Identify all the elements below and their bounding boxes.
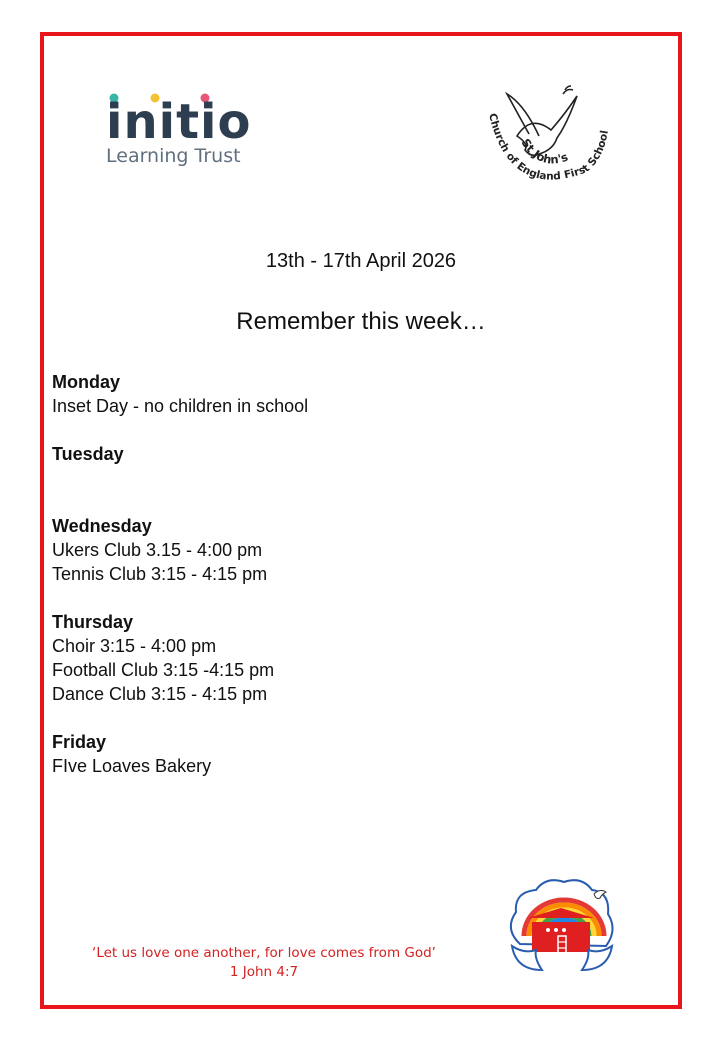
dove-icon (507, 86, 577, 155)
day-item: Ukers Club 3.15 - 4:00 pm (52, 540, 263, 560)
initio-wordmark: initio (106, 94, 252, 150)
ark-icon (528, 908, 594, 958)
page-heading: Remember this week… (236, 308, 486, 335)
day-name: Wednesday (52, 516, 152, 536)
day-wednesday (52, 514, 652, 586)
day-friday (52, 730, 652, 778)
day-item: Inset Day - no children in school (52, 396, 309, 416)
weekly-schedule (52, 370, 652, 802)
day-name: Friday (52, 732, 107, 752)
school-crest-logo (469, 84, 619, 204)
page-frame (40, 32, 682, 1009)
day-name: Tuesday (52, 444, 124, 464)
day-item: Tennis Club 3:15 - 4:15 pm (52, 564, 268, 584)
day-name: Thursday (52, 612, 134, 632)
day-thursday (52, 610, 652, 706)
day-item: Dance Club 3:15 - 4:15 pm (52, 684, 268, 704)
quote-reference: 1 John 4:7 (229, 964, 299, 980)
school-name-arc: St John's (518, 136, 570, 167)
day-item: FIve Loaves Bakery (52, 756, 212, 776)
bible-quote (44, 944, 484, 982)
day-name: Monday (52, 372, 121, 392)
date-range: 13th - 17th April 2026 (265, 250, 457, 272)
ark-rainbow-logo (502, 874, 622, 984)
school-full-name-arc: Church of England First School (486, 112, 611, 183)
initio-subtitle: Learning Trust (106, 145, 241, 167)
day-item: Football Club 3:15 -4:15 pm (52, 660, 275, 680)
day-tuesday (52, 442, 652, 466)
initio-logo (106, 92, 266, 172)
day-monday (52, 370, 652, 418)
day-item: Choir 3:15 - 4:00 pm (52, 636, 217, 656)
quote-text: ‘Let us love one another, for love comes from God’ (92, 945, 436, 961)
